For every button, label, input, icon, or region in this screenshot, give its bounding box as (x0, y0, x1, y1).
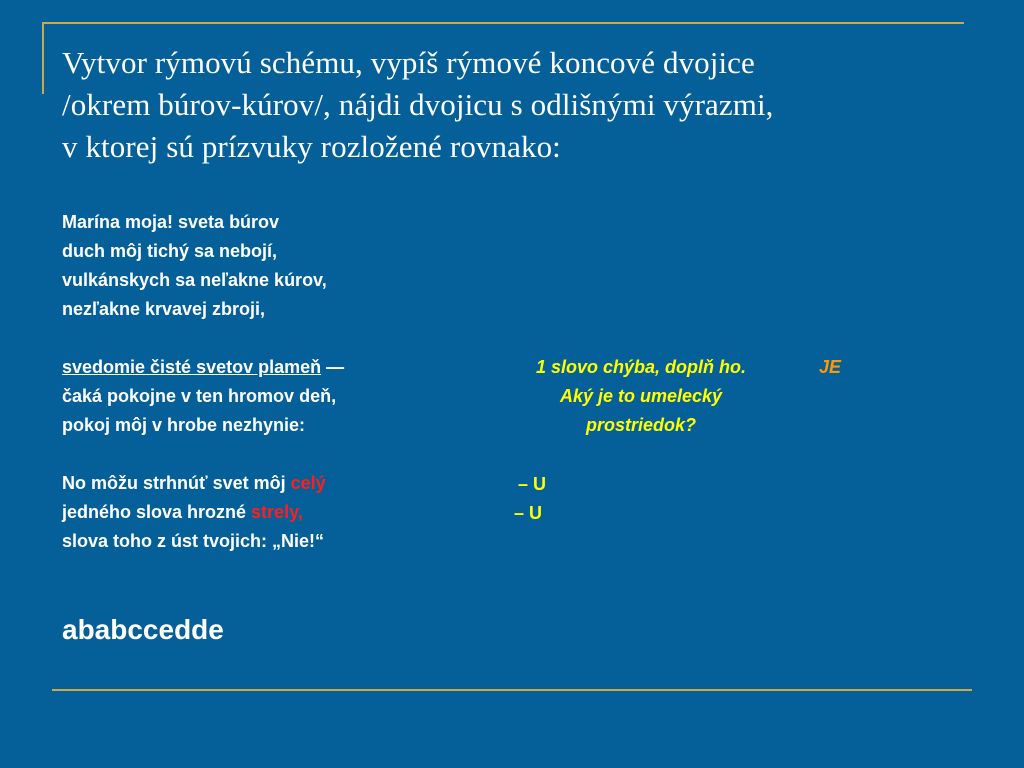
underlined-phrase: svedomie čisté svetov plameň (62, 357, 322, 377)
slide-title (62, 42, 982, 168)
title-line-2: /okrem búrov-kúrov/, nájdi dvojicu s odlišnými výrazmi, (62, 87, 774, 122)
note-line-3: prostriedok? (585, 415, 696, 435)
stress-mark-2: – U (514, 503, 543, 523)
answer-je: JE (819, 357, 842, 377)
rhyme-scheme: ababccedde (62, 614, 224, 645)
poem-line-2: duch môj tichý sa nebojí, (62, 241, 278, 261)
poem-line-4: nezľakne krvavej zbroji, (62, 299, 266, 319)
stanza-gap-1 (62, 324, 492, 353)
stanza-gap-2 (62, 440, 492, 469)
note-line-1: 1 slovo chýba, doplň ho. (535, 357, 747, 377)
highlighted-word-cely: celý (290, 473, 326, 493)
poem-line-1: Marína moja! sveta búrov (62, 212, 280, 232)
task-note (496, 353, 786, 440)
poem-line-6: čaká pokojne v ten hromov deň, (62, 386, 337, 406)
top-rule (42, 22, 964, 24)
title-line-3: v ktorej sú prízvuky rozložené rovnako: (62, 129, 561, 164)
highlighted-word-strely: strely, (251, 502, 303, 522)
poem-line-5 (62, 353, 492, 382)
poem-line-10: slova toho z úst tvojich: „Nie!“ (62, 531, 325, 551)
title-line-1: Vytvor rýmovú schému, vypíš rýmové koncové dvojice (62, 45, 755, 80)
left-rule (42, 22, 44, 94)
stress-mark-1: – U (518, 474, 547, 494)
line-9-text: jedného slova hrozné (62, 502, 252, 522)
bottom-rule (52, 689, 972, 691)
poem-line-9 (62, 498, 492, 527)
poem-line-8 (62, 469, 492, 498)
poem (62, 208, 492, 556)
poem-line-3: vulkánskych sa neľakne kúrov, (62, 270, 327, 290)
note-line-2: Aký je to umelecký (559, 386, 723, 406)
poem-line-7: pokoj môj v hrobe nezhynie: (62, 415, 306, 435)
line-8-text: No môžu strhnúť svet môj (62, 473, 291, 493)
dash: — (321, 357, 345, 377)
